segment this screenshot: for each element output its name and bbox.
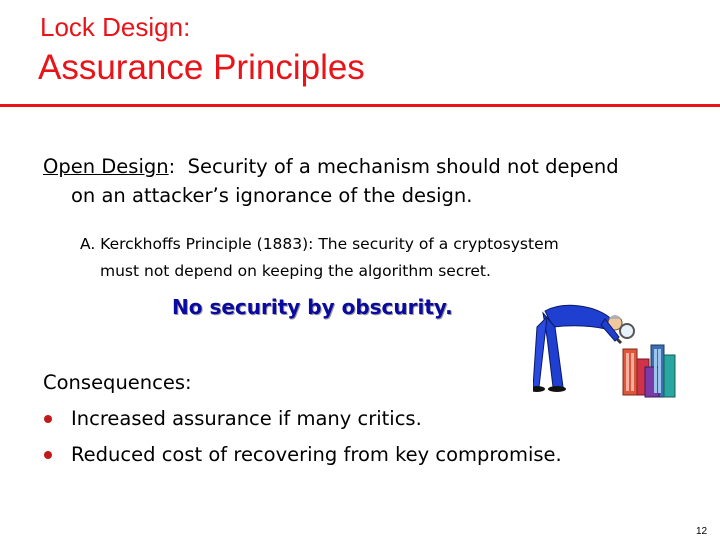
- open-design-paragraph: [43, 152, 693, 210]
- kerckhoffs-line2: must not depend on keeping the algorithm secret.: [100, 262, 491, 280]
- consequence-text: Reduced cost of recovering from key compromise.: [71, 443, 562, 466]
- consequence-item: [43, 437, 663, 473]
- consequence-text: Increased assurance if many critics.: [71, 407, 422, 430]
- bullet-dot-icon: [44, 415, 52, 423]
- title-divider: [0, 104, 720, 107]
- open-design-text-line1: Security of a mechanism should not depend: [175, 155, 619, 178]
- open-design-text-line2: on an attacker’s ignorance of the design.: [71, 184, 473, 207]
- consequence-item: [43, 401, 663, 437]
- consequences-section: [43, 365, 663, 473]
- consequences-heading: Consequences:: [43, 371, 192, 394]
- motto-text: No security by obscurity.: [172, 295, 453, 319]
- kerckhoffs-line1: A. Kerckhoffs Principle (1883): The security of a cryptosystem: [80, 235, 559, 253]
- page-number: 12: [696, 526, 708, 537]
- slide-title: Assurance Principles: [38, 48, 365, 87]
- open-design-term: Open Design: [43, 155, 169, 178]
- bullet-dot-icon: [44, 451, 52, 459]
- slide-supertitle: Lock Design:: [40, 12, 191, 42]
- kerckhoffs-paragraph: [80, 231, 700, 285]
- open-design-separator: :: [168, 155, 176, 178]
